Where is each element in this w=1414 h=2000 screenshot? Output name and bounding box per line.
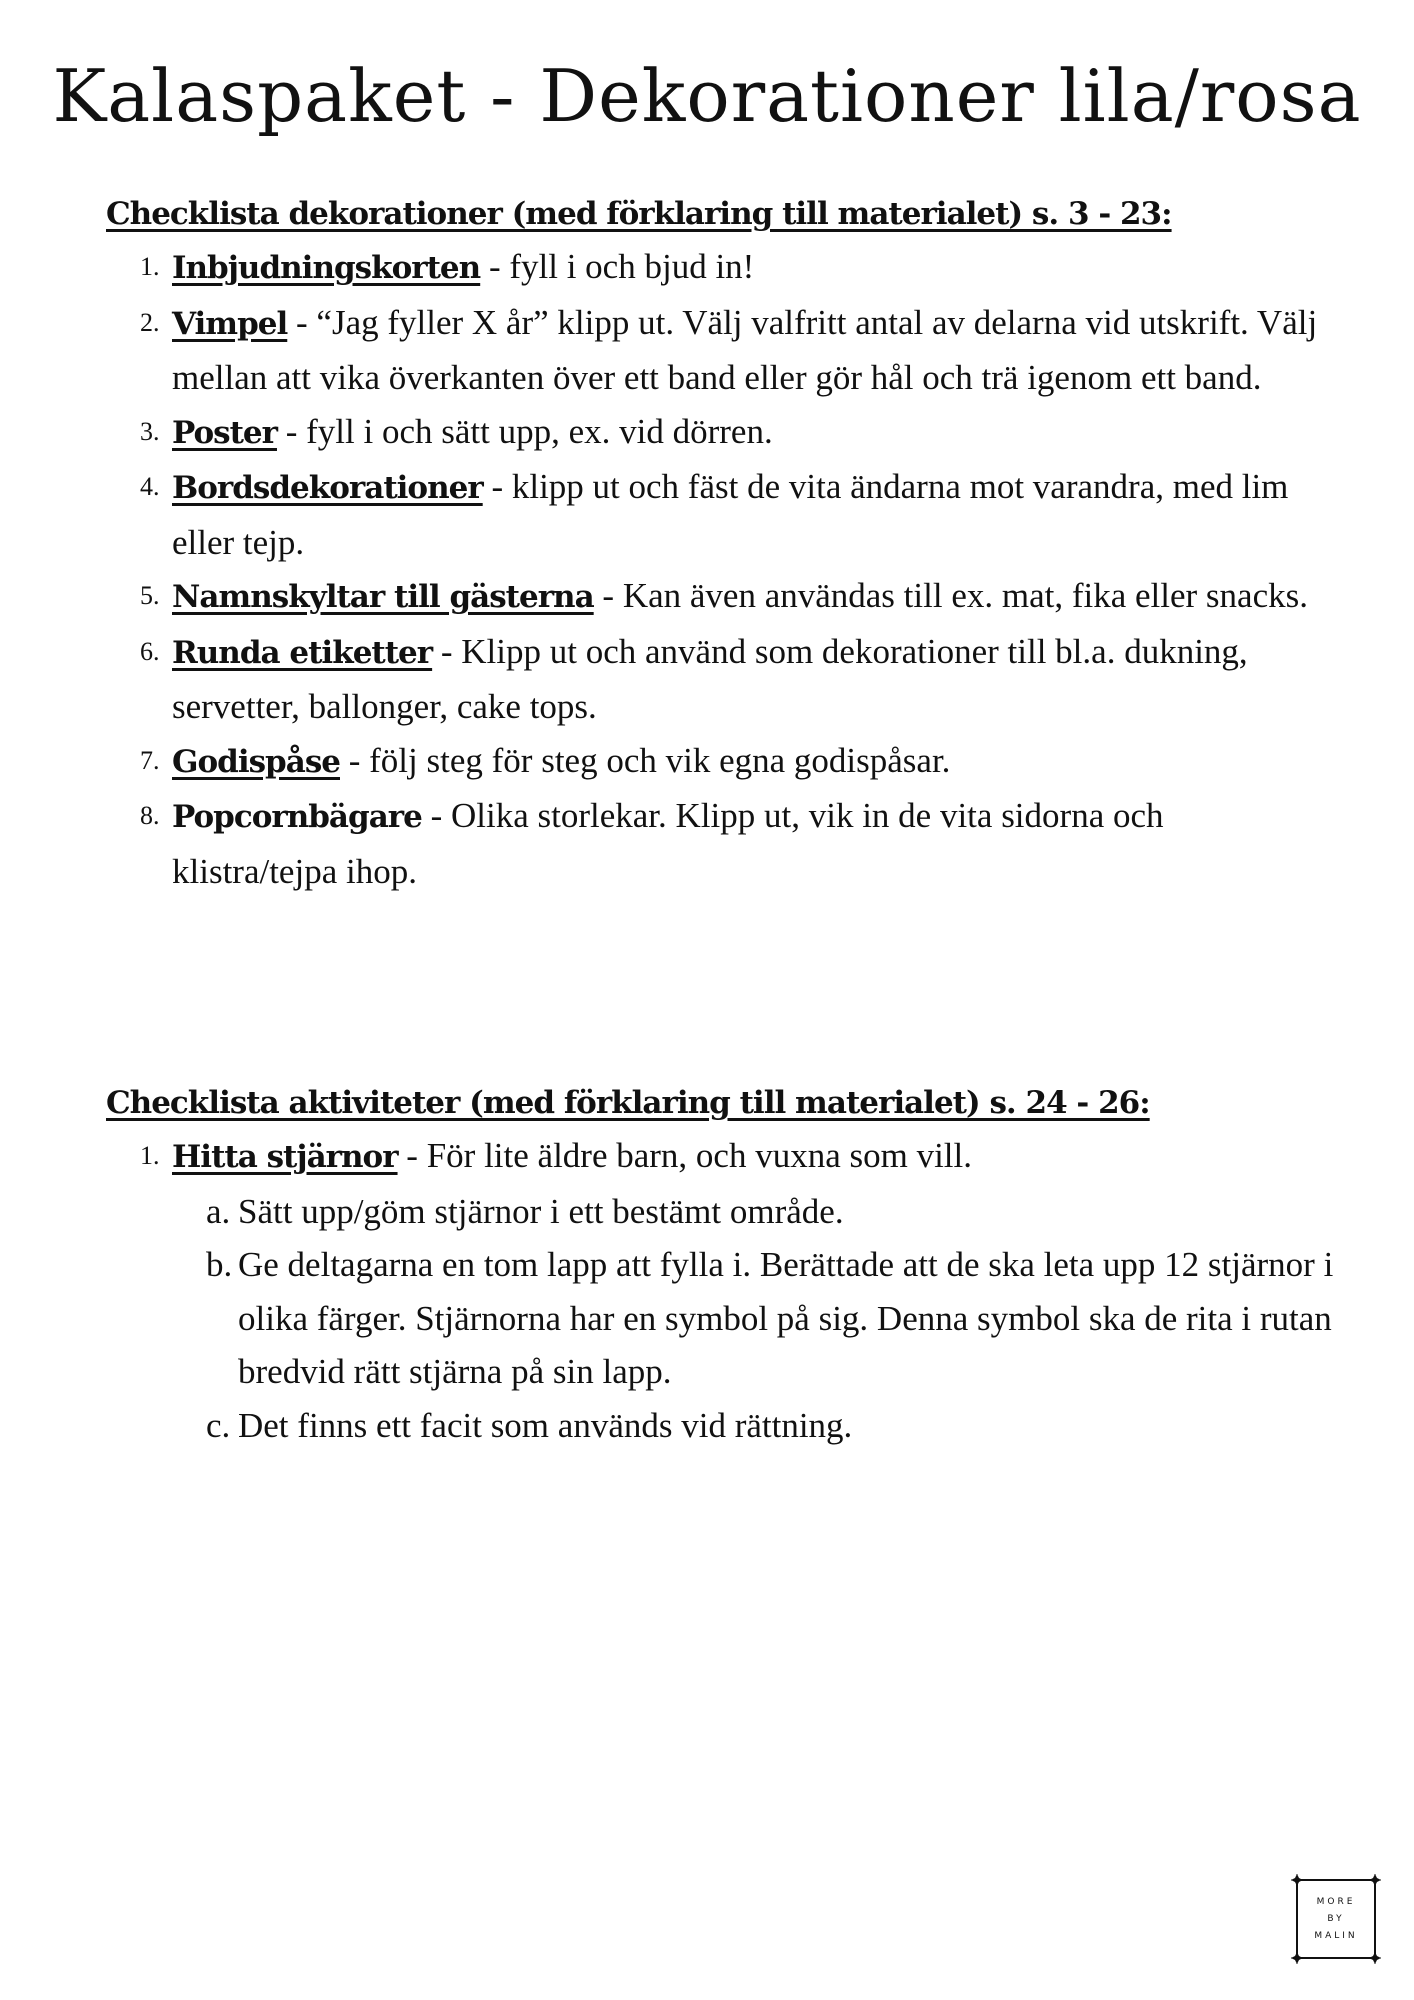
page-title: Kalaspaket - Dekorationer lila/rosa [52,54,1362,138]
list-item [106,569,1336,625]
item-description: - klipp ut och fäst de vita ändarna mot varandra, med lim eller tejp. [172,467,1289,562]
item-name: Hitta stjärnor [172,1139,398,1175]
logo-line: BY [1327,1914,1345,1924]
item-description: - För lite äldre barn, och vuxna som vill. [397,1136,973,1175]
activities-checklist [106,1077,1336,1452]
item-description: - följ steg för steg och vik egna godispåsar. [340,740,951,780]
list-item [106,405,1336,461]
item-description: - “Jag fyller X år” klipp ut. Välj valfritt antal av delarna vid utskrift. Välj mellan att vika överkanten över ett band eller gör hål och trä igenom ett band. [172,302,1318,397]
item-name: Vimpel [172,305,288,342]
brand-logo [1289,1872,1383,1966]
item-name: Runda etiketter [172,634,433,671]
sub-list [172,1185,1336,1453]
item-description: - fyll i och sätt upp, ex. vid dörren. [276,411,773,451]
sub-item-letter: b. [206,1245,233,1284]
item-description: - Olika storlekar. Klipp ut, vik in de vita sidorna och klistra/tejpa ihop. [172,796,1164,891]
sub-item-text: Det finns ett facit som används vid rättning. [238,1405,853,1445]
activities-heading: Checklista aktiviteter (med förklaring till materialet) s. 24 - 26: [106,1085,1150,1121]
sub-list-item [172,1399,1336,1453]
list-item [106,625,1336,734]
logo-line: MORE [1316,1897,1356,1907]
list-item [106,296,1336,405]
item-number: 6. [140,636,160,666]
item-number: 2. [140,307,160,337]
list-item [106,1129,1336,1185]
item-description: - Kan även användas till ex. mat, fika eller snacks. [593,576,1308,615]
decorations-heading: Checklista dekorationer (med förklaring till materialet) s. 3 - 23: [106,196,1172,232]
item-name: Bordsdekorationer [172,470,483,506]
item-number: 1. [140,1141,160,1170]
item-number: 3. [140,416,160,446]
sub-list-item [172,1185,1336,1239]
item-name: Inbjudningskorten [172,250,481,286]
item-number: 8. [140,801,160,830]
item-name: Namnskyltar till gästerna [172,579,594,615]
item-description: - Klipp ut och använd som dekorationer till bl.a. dukning, servetter, ballonger, cake tops. [172,631,1248,726]
item-number: 5. [140,581,160,610]
list-item [106,789,1336,898]
item-name: Godispåse [172,743,340,780]
sub-item-text: Ge deltagarna en tom lapp att fylla i. Berättade att de ska leta upp 12 stjärnor i olika färger. Stjärnorna har en symbol på sig. Denna symbol ska de rita i rutan bredvid rätt stjärna på sin lapp. [238,1245,1334,1391]
item-number: 1. [140,252,160,281]
item-number: 7. [140,745,160,775]
item-number: 4. [140,472,160,501]
item-name: Popcornbägare [172,799,422,835]
logo-text [1289,1894,1383,1945]
sub-item-text: Sätt upp/göm stjärnor i ett bestämt område. [238,1191,844,1231]
item-name: Poster [172,414,277,451]
decorations-checklist [106,188,1336,898]
logo-line: MALIN [1314,1931,1358,1941]
sub-item-letter: a. [206,1191,231,1231]
list-item [106,240,1336,296]
sub-item-letter: c. [206,1405,231,1445]
item-description: - fyll i och bjud in! [480,247,755,286]
sub-list-item [172,1238,1336,1399]
list-item [106,734,1336,790]
list-item [106,460,1336,569]
